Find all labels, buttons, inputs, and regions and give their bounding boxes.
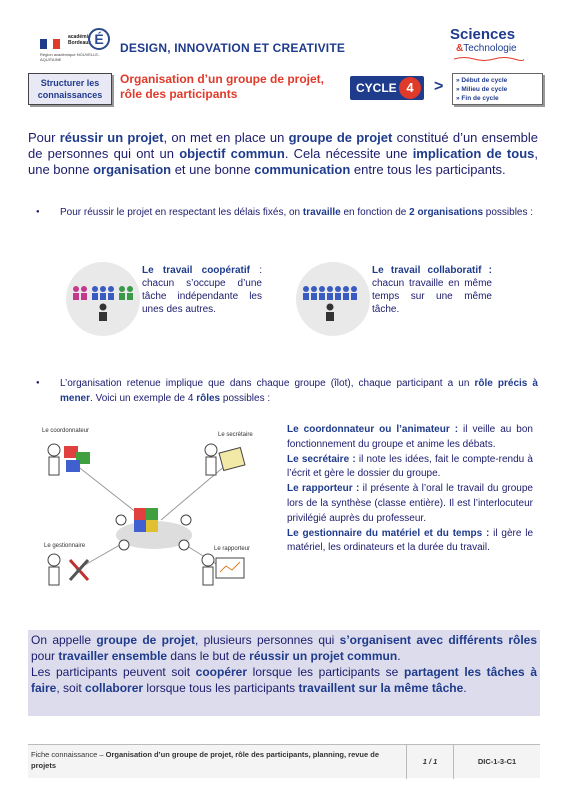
cycle-badge [350, 76, 424, 100]
page-number: 1 / 1 [406, 745, 454, 779]
document-code: DIC-1-3-C1 [477, 757, 517, 766]
role-item: Le secrétaire : il note les idées, fait le compte-rendu à l’écrit et gère le dossier du groupe. [287, 453, 533, 480]
bullet-roles: ● L’organisation retenue implique que dans chaque groupe (îlot), chaque participant a un rôle précis à mener. Voici un exemple de 4 rôles possibles : [42, 376, 538, 406]
academy-line2: Bordeaux [68, 40, 92, 46]
chevron-right-icon: > [434, 78, 444, 95]
academy-region: Région académique NOUVELLE-AQUITAINE [40, 52, 100, 62]
team-icon [66, 262, 140, 336]
team-illustration [296, 262, 370, 336]
page-footer [28, 744, 540, 778]
role-label: Le coordonnateur [42, 428, 90, 434]
role-item: Le rapporteur : il présente à l’oral le travail du groupe lors de la synthèse (classe entière). Il est l’interlocuteur privilégié auprès du professeur. [287, 483, 533, 524]
cycle-label: CYCLE [356, 81, 397, 95]
phase-item: » Début de cycle [456, 77, 508, 84]
intro-paragraph: Pour réussir un projet, on met en place un groupe de projet constitué d’un ensemble de personnes qui ont un objectif commun. Cela nécessite une implication de tous, une bonne organisation et une bonne communication entre tous les participants. [28, 130, 539, 177]
role-label: Le secrétaire [218, 432, 253, 438]
role-item: Le gestionnaire du matériel et du temps : il gère le matériel, les ordinateurs et la durée du travail. [287, 527, 534, 554]
mode-description: Le travail coopératif : chacun s’occupe d’une tâche indépendante les unes des autres. [142, 265, 262, 315]
phase-item: » Milieu de cycle [456, 86, 508, 93]
conclusion-box: On appelle groupe de projet, plusieurs personnes qui s’organisent avec différents rôles pour travailler ensemble dans le but de réussir un projet commun. Les participants peuvent soit coopérer lorsque les participants se partagent les tâches à faire, soit collaborer lorsque tous les participants travaillent sur la même tâche. [28, 630, 540, 716]
page-title: DESIGN, INNOVATION ET CREATIVITE [120, 41, 346, 55]
roles-diagram-icon [36, 420, 268, 610]
category-badge: Structurer les connaissances [28, 73, 112, 105]
footer-title: Fiche connaissance – Organisation d’un groupe de projet, rôle des participants, planning, revue de projets [31, 750, 380, 770]
academy-mark-icon: É [88, 28, 110, 50]
brand-amp: & [456, 43, 464, 54]
role-label: Le rapporteur [214, 546, 251, 552]
bullet-organisations: ● Pour réussir le projet en respectant les délais fixés, on travaille en fonction de 2 organisations possibles : [42, 205, 538, 220]
roles-description [287, 423, 533, 556]
wave-icon [454, 56, 524, 62]
role-item: Le coordonnateur ou l’animateur : il veille au bon fonctionnement du groupe et anime les débats. [287, 424, 533, 450]
page-header [28, 26, 548, 66]
cycle-number: 4 [399, 77, 421, 99]
team-illustration [66, 262, 140, 336]
academy-logo [28, 26, 128, 66]
brand-technologie-line [456, 43, 517, 54]
subheader [28, 70, 543, 110]
academy-line1: académie [68, 34, 91, 40]
role-label: Le gestionnaire [44, 543, 86, 549]
flag-icon [40, 39, 60, 49]
team-icon [296, 262, 370, 336]
cycle-phases [452, 73, 543, 105]
mode-collaborative [296, 262, 506, 340]
mode-cooperative [66, 262, 276, 340]
topic-title: Organisation d’un groupe de projet, rôle des participants [120, 72, 325, 101]
phase-item: » Fin de cycle [456, 95, 499, 102]
brand-technologie: Technologie [463, 43, 517, 54]
sciences-technologie-logo [446, 26, 536, 66]
roles-illustration [36, 420, 268, 610]
brand-sciences: Sciences [450, 26, 516, 43]
mode-description: Le travail collaboratif : chacun travaille en même temps sur une même tâche. [372, 265, 492, 315]
